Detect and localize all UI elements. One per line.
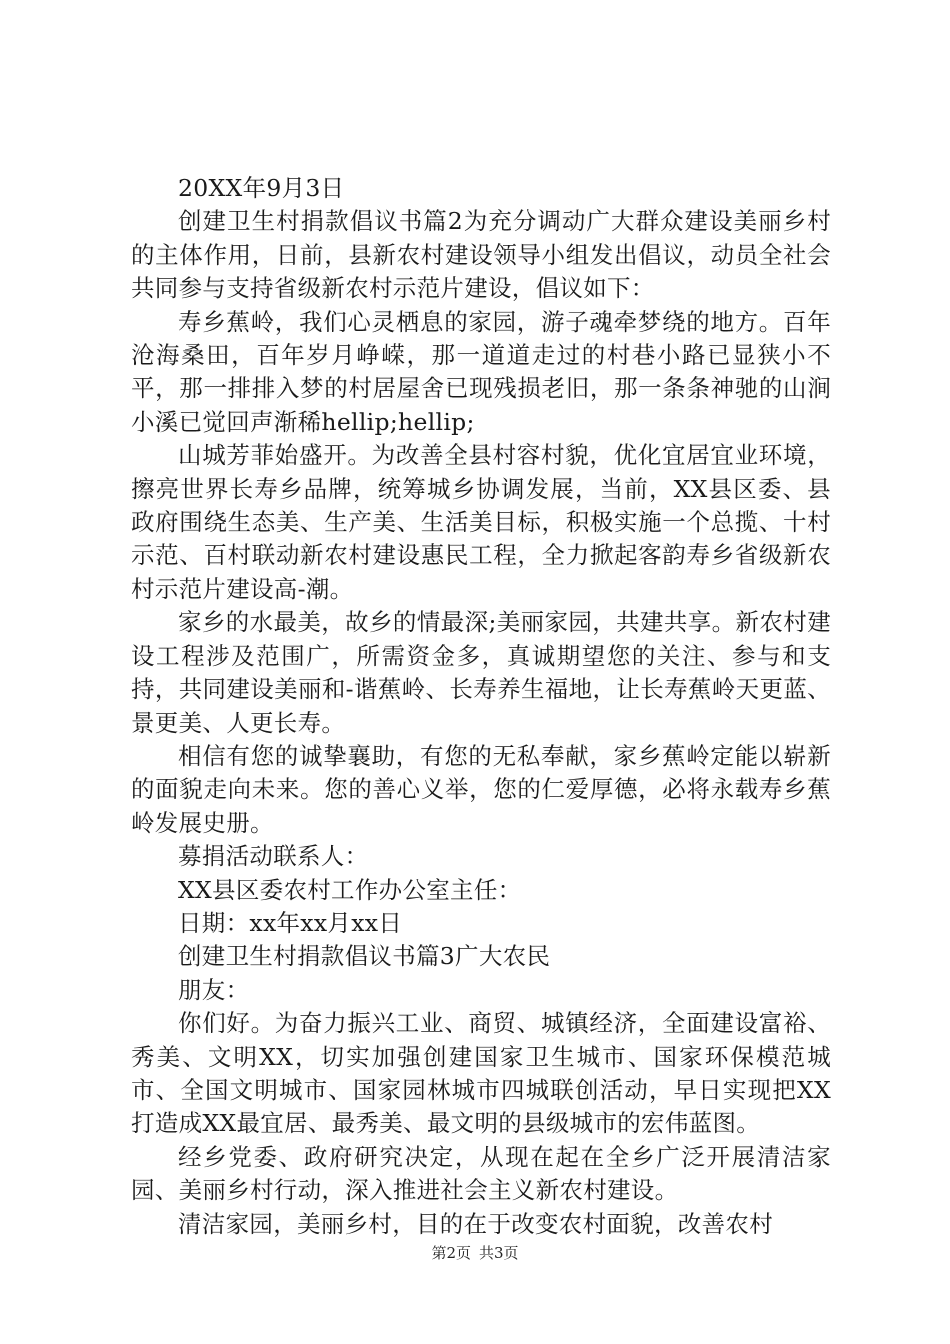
section-heading: 创建卫生村捐款倡议书篇3广大农民 — [178, 942, 551, 971]
paragraph: 经乡党委、政府研究决定，从现在起在全乡广泛开展清洁家园、美丽乡村行动，深入推进社会主义新农村建设。 — [131, 1142, 831, 1205]
page-total: 共3页 — [479, 1244, 519, 1262]
contact-office-line: XX县区委农村工作办公室主任： — [178, 875, 522, 904]
paragraph: 你们好。为奋力振兴工业、商贸、城镇经济，全面建设富裕、秀美、文明XX，切实加强创建国家卫生城市、国家环保模范城市、全国文明城市、国家园林城市四城联创活动，早日实现把XX打造成XX最宜居、最秀美、最文明的县级城市的宏伟蓝图。 — [131, 1009, 831, 1138]
paragraph: 家乡的水最美，故乡的情最深;美丽家园，共建共享。新农村建设工程涉及范围广，所需资金多，真诚期望您的关注、参与和支持，共同建设美丽和-谐蕉岭、长寿养生福地，让长寿蕉岭天更蓝、景更美、人更长寿。 — [131, 608, 831, 737]
document-body — [131, 172, 831, 1241]
page-footer — [0, 1243, 950, 1263]
paragraph: 山城芳菲始盛开。为改善全县村容村貌，优化宜居宜业环境，擦亮世界长寿乡品牌，统筹城乡协调发展，当前，XX县区委、县政府围绕生态美、生产美、生活美目标，积极实施一个总揽、十村示范、百村联动新农村建设惠民工程，全力掀起客韵寿乡省级新农村示范片建设高-潮。 — [131, 441, 831, 603]
paragraph: 寿乡蕉岭，我们心灵栖息的家园，游子魂牵梦绕的地方。百年沧海桑田，百年岁月峥嵘，那一道道走过的村巷小路已显狭小不平，那一排排入梦的村居屋舍已现残损老旧，那一条条神驰的山涧小溪已觉回声渐稀hellip;hellip; — [131, 307, 831, 436]
date-line: 20XX年9月3日 — [178, 174, 345, 202]
paragraph: 清洁家园，美丽乡村，目的在于改变农村面貌，改善农村 — [178, 1209, 773, 1238]
contact-line: 募捐活动联系人： — [178, 842, 369, 871]
page-number: 第2页 — [431, 1244, 471, 1262]
paragraph: 创建卫生村捐款倡议书篇2为充分调动广大群众建设美丽乡村的主体作用，日前，县新农村建设领导小组发出倡议，动员全社会共同参与支持省级新农村示范片建设，倡议如下： — [131, 207, 831, 303]
paragraph: 相信有您的诚挚襄助，有您的无私奉献，家乡蕉岭定能以崭新的面貌走向未来。您的善心义举，您的仁爱厚德，必将永载寿乡蕉岭发展史册。 — [131, 741, 831, 837]
date-placeholder-line: 日期：xx年xx月xx日 — [178, 908, 403, 937]
salutation-line: 朋友： — [178, 975, 250, 1004]
